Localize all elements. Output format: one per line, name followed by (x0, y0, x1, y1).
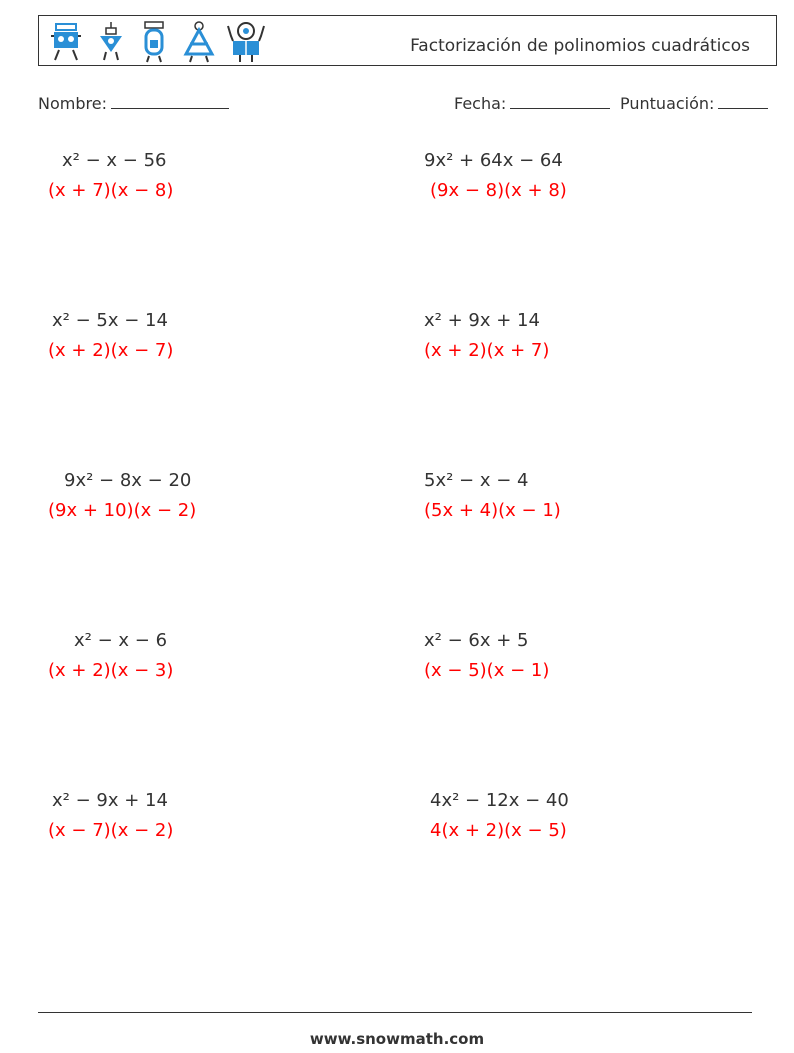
worksheet-title: Factorización de polinomios cuadráticos (410, 36, 750, 56)
problem-answer: (x − 5)(x − 1) (424, 660, 550, 681)
problem-question: x² − 6x + 5 (424, 630, 529, 651)
score-label: Puntuación: (620, 94, 715, 113)
problem-question: x² − 9x + 14 (52, 790, 168, 811)
name-field (38, 94, 229, 113)
problem-answer: 4(x + 2)(x − 5) (430, 820, 567, 841)
problem-question: 9x² − 8x − 20 (64, 470, 192, 491)
problem-question: 4x² − 12x − 40 (430, 790, 569, 811)
name-blank[interactable] (111, 94, 229, 109)
robot-icon-3 (137, 20, 171, 64)
robot-icon-5 (225, 20, 267, 64)
problem-question: x² + 9x + 14 (424, 310, 540, 331)
problem-question: x² − x − 56 (62, 150, 167, 171)
date-field (454, 94, 610, 113)
robot-icon-4 (182, 20, 216, 64)
problem-answer: (9x − 8)(x + 8) (430, 180, 567, 201)
name-label: Nombre: (38, 94, 107, 113)
score-field (620, 94, 768, 113)
date-label: Fecha: (454, 94, 507, 113)
problem-answer: (x − 7)(x − 2) (48, 820, 174, 841)
robot-icon-1 (49, 20, 83, 64)
problem-question: 9x² + 64x − 64 (424, 150, 563, 171)
header-box (38, 15, 777, 66)
date-blank[interactable] (510, 94, 610, 109)
problem-question: x² − x − 6 (74, 630, 168, 651)
score-blank[interactable] (718, 94, 768, 109)
problem-question: x² − 5x − 14 (52, 310, 168, 331)
problem-answer: (9x + 10)(x − 2) (48, 500, 197, 521)
problem-answer: (5x + 4)(x − 1) (424, 500, 561, 521)
footer-website: www.snowmath.com (309, 1030, 485, 1048)
problem-answer: (x + 2)(x + 7) (424, 340, 550, 361)
problem-answer: (x + 2)(x − 3) (48, 660, 174, 681)
robot-icon-2 (94, 20, 128, 64)
problem-answer: (x + 7)(x − 8) (48, 180, 174, 201)
problem-question: 5x² − x − 4 (424, 470, 529, 491)
footer-divider (38, 1012, 752, 1013)
problem-answer: (x + 2)(x − 7) (48, 340, 174, 361)
